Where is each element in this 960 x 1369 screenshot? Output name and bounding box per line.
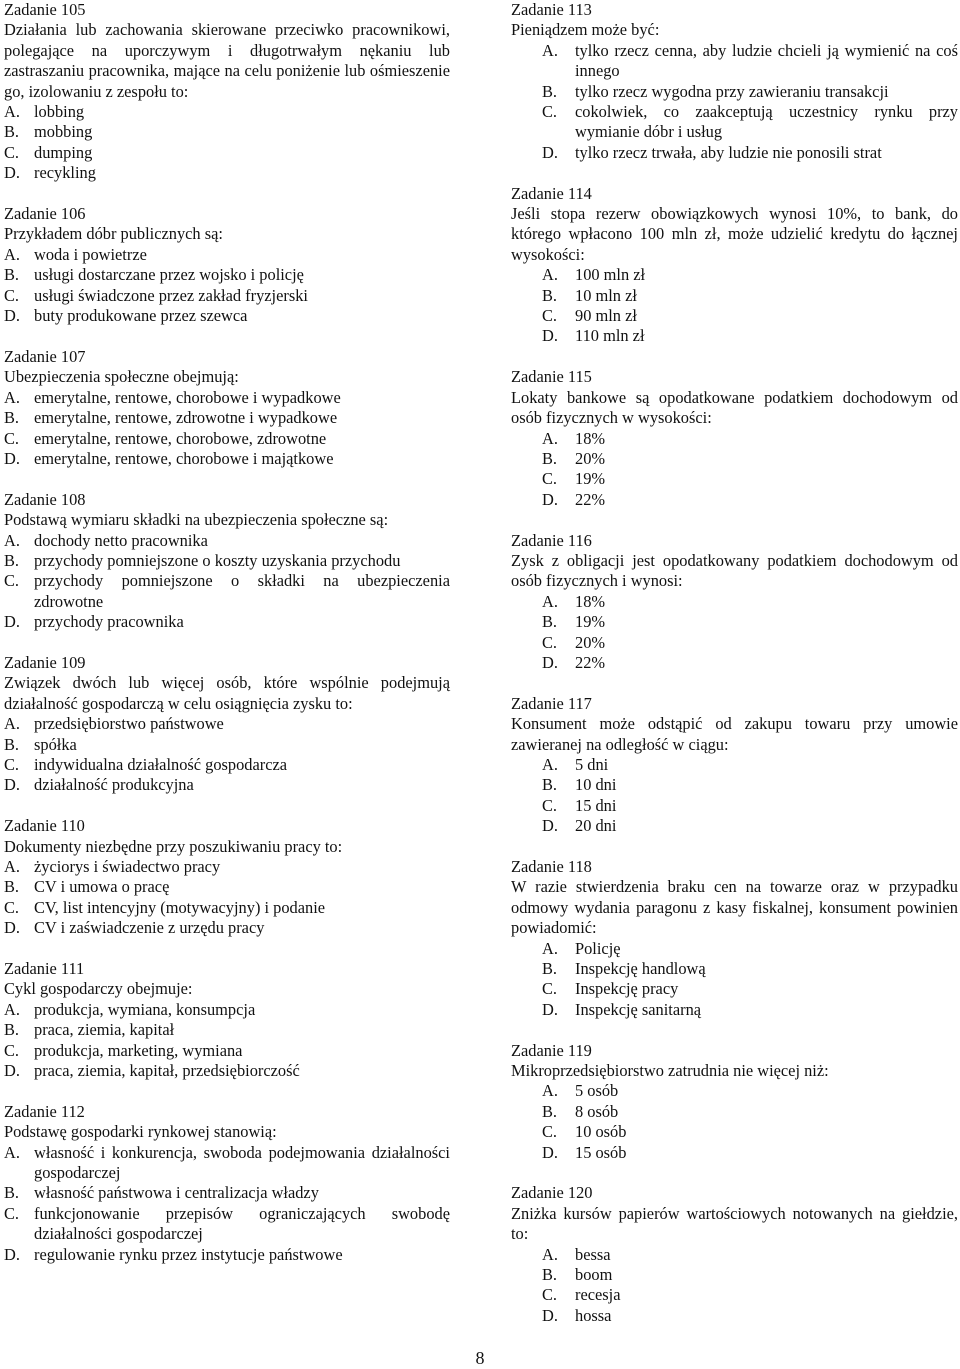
option-text: 20 dni [575, 816, 617, 836]
option-text: emerytalne, rentowe, zdrowotne i wypadkowe [34, 408, 338, 428]
answer-option [511, 449, 958, 469]
option-text: 100 mln zł [575, 265, 646, 285]
answer-option [4, 1000, 450, 1020]
option-letter: A. [542, 938, 558, 958]
option-letter: A. [4, 244, 20, 264]
option-letter: B. [542, 285, 558, 305]
answer-option [511, 959, 958, 979]
option-text: buty produkowane przez szewca [34, 306, 248, 326]
answer-option [511, 612, 958, 632]
option-letter: D. [542, 652, 558, 672]
option-letter: D. [4, 306, 20, 326]
option-text: CV i umowa o pracę [34, 877, 170, 897]
question-block [511, 367, 958, 510]
option-letter: A. [542, 591, 558, 611]
answer-option [511, 1000, 958, 1020]
option-text: przychody pomniejszone o składki na ubezpieczenia zdrowotne [34, 571, 450, 611]
option-letter: C. [542, 1122, 558, 1142]
question-block [4, 490, 450, 633]
answer-option [4, 755, 450, 775]
question-title: Zadanie 109 [4, 652, 86, 672]
option-text: 8 osób [575, 1101, 619, 1121]
option-letter: A. [4, 1142, 20, 1162]
question-text: Pieniądzem może być: [511, 20, 660, 40]
question-block [4, 816, 450, 938]
question-block [4, 959, 450, 1081]
option-letter: B. [4, 550, 20, 570]
option-text: dochody netto pracownika [34, 530, 208, 550]
answer-option [511, 633, 958, 653]
answer-option [4, 735, 450, 755]
question-title: Zadanie 119 [511, 1040, 592, 1060]
option-letter: B. [542, 612, 558, 632]
answer-options [511, 1081, 958, 1163]
answer-option [511, 1122, 958, 1142]
answer-option [4, 388, 450, 408]
option-text: Inspekcję sanitarną [575, 999, 702, 1019]
answer-option [4, 429, 450, 449]
option-letter: B. [542, 775, 558, 795]
question-text: Lokaty bankowe są opodatkowane podatkiem dochodowym od osób fizycznych w wysokości: [511, 387, 958, 428]
question-title: Zadanie 107 [4, 346, 86, 366]
option-text: produkcja, wymiana, konsumpcja [34, 999, 256, 1019]
option-letter: D. [542, 999, 558, 1019]
option-letter: B. [542, 959, 558, 979]
option-letter: D. [542, 1142, 558, 1162]
option-text: boom [575, 1265, 613, 1285]
question-title: Zadanie 111 [4, 959, 85, 978]
option-text: tylko rzecz trwała, aby ludzie nie ponosili strat [575, 142, 882, 162]
option-text: Policję [575, 938, 621, 958]
option-letter: B. [542, 81, 558, 101]
option-text: emerytalne, rentowe, chorobowe, zdrowotne [34, 428, 327, 448]
answer-options [4, 245, 450, 327]
option-text: regulowanie rynku przez instytucje państwowe [34, 1244, 343, 1264]
question-block [511, 857, 958, 1020]
answer-option [4, 612, 450, 632]
answer-option [511, 755, 958, 775]
answer-option [511, 939, 958, 959]
answer-option [4, 265, 450, 285]
answer-option [511, 1102, 958, 1122]
answer-option [511, 265, 958, 285]
option-letter: A. [542, 1081, 558, 1101]
option-text: 19% [575, 469, 606, 489]
option-text: woda i powietrze [34, 244, 147, 264]
question-text: Zysk z obligacji jest opodatkowany podatkiem dochodowym od osób fizycznych i wynosi: [511, 550, 958, 591]
option-text: 18% [575, 591, 606, 611]
option-letter: C. [542, 979, 558, 999]
answer-option [4, 877, 450, 897]
option-letter: A. [4, 102, 20, 122]
answer-option [4, 1041, 450, 1061]
option-letter: C. [4, 754, 20, 774]
option-letter: C. [542, 632, 558, 652]
option-letter: C. [542, 102, 558, 122]
answer-option [4, 245, 450, 265]
option-letter: D. [4, 918, 20, 938]
answer-options [4, 531, 450, 633]
answer-option [4, 1245, 450, 1265]
question-text: Mikroprzedsiębiorstwo zatrudnia nie więcej niż: [511, 1061, 829, 1081]
answer-option [4, 408, 450, 428]
option-text: 5 osób [575, 1081, 619, 1101]
option-text: 22% [575, 489, 606, 509]
option-text: 19% [575, 612, 606, 632]
answer-option [4, 1061, 450, 1081]
answer-option [4, 775, 450, 795]
question-text: Cykl gospodarczy obejmuje: [4, 979, 193, 999]
question-text: Zniżka kursów papierów wartościowych notowanych na giełdzie, to: [511, 1203, 958, 1244]
answer-options [4, 1143, 450, 1265]
option-text: tylko rzecz cenna, aby ludzie chcieli ją wymienić na coś innego [575, 40, 958, 81]
question-block [4, 1102, 450, 1265]
answer-option [4, 1020, 450, 1040]
question-text: Jeśli stopa rezerw obowiązkowych wynosi 10%, to bank, do którego wpłacono 100 mln zł, może udzielić kredytu do łącznej wysokości: [511, 204, 958, 264]
answer-option [511, 1285, 958, 1305]
option-letter: C. [4, 428, 20, 448]
option-text: indywidualna działalność gospodarcza [34, 754, 288, 774]
answer-option [4, 306, 450, 326]
option-letter: D. [542, 1305, 558, 1325]
question-title: Zadanie 118 [511, 856, 592, 876]
question-title: Zadanie 117 [511, 693, 592, 713]
option-letter: B. [4, 1020, 20, 1040]
answer-options [4, 857, 450, 939]
question-title: Zadanie 115 [511, 367, 592, 387]
option-letter: B. [4, 265, 20, 285]
answer-option [4, 143, 450, 163]
question-block [4, 653, 450, 796]
option-letter: C. [4, 285, 20, 305]
option-letter: D. [542, 489, 558, 509]
answer-option [511, 816, 958, 836]
answer-options [511, 755, 958, 837]
answer-option [511, 143, 958, 163]
answer-options [511, 939, 958, 1021]
option-letter: B. [4, 122, 20, 142]
question-title: Zadanie 120 [511, 1183, 593, 1203]
option-text: lobbing [34, 102, 85, 122]
option-text: produkcja, marketing, wymiana [34, 1040, 243, 1060]
option-text: CV i zaświadczenie z urzędu pracy [34, 918, 265, 938]
option-text: działalność produkcyjna [34, 775, 194, 795]
option-text: funkcjonowanie przepisów ograniczających swobodę działalności gospodarczej [34, 1203, 450, 1244]
option-text: 5 dni [575, 754, 609, 774]
answer-option [511, 796, 958, 816]
option-text: 10 osób [575, 1122, 627, 1142]
option-text: mobbing [34, 122, 93, 142]
option-text: 18% [575, 428, 606, 448]
question-text: Dokumenty niezbędne przy poszukiwaniu pracy to: [4, 836, 343, 856]
question-title: Zadanie 105 [4, 0, 86, 19]
option-letter: B. [4, 1183, 20, 1203]
question-block [511, 531, 958, 674]
option-letter: B. [4, 408, 20, 428]
option-letter: D. [4, 163, 20, 183]
answer-option [511, 1245, 958, 1265]
option-text: praca, ziemia, kapitał, przedsiębiorczość [34, 1061, 300, 1081]
answer-option [511, 326, 958, 346]
answer-options [511, 1245, 958, 1327]
question-text: Związek dwóch lub więcej osób, które wspólnie podejmują działalność gospodarczą w celu osiągnięcia zysku to: [4, 673, 450, 713]
option-text: przedsiębiorstwo państwowe [34, 714, 224, 734]
question-block [511, 184, 958, 347]
page-number: 8 [475, 1348, 485, 1368]
right-column [511, 0, 958, 1347]
answer-option [511, 469, 958, 489]
option-text: hossa [575, 1305, 612, 1325]
answer-option [511, 490, 958, 510]
option-text: 20% [575, 448, 606, 468]
option-text: 15 dni [575, 795, 617, 815]
question-block [511, 694, 958, 837]
question-block [511, 1183, 958, 1326]
question-title: Zadanie 116 [511, 530, 592, 550]
option-letter: A. [542, 428, 558, 448]
option-letter: A. [542, 40, 558, 60]
option-text: Inspekcję handlową [575, 959, 706, 979]
question-block [4, 347, 450, 469]
option-letter: C. [4, 571, 20, 591]
answer-option [511, 653, 958, 673]
option-text: tylko rzecz wygodna przy zawieraniu transakcji [575, 81, 889, 101]
answer-option [4, 857, 450, 877]
option-letter: C. [542, 469, 558, 489]
option-letter: C. [542, 795, 558, 815]
option-text: 20% [575, 632, 606, 652]
answer-option [4, 286, 450, 306]
option-letter: D. [4, 612, 20, 632]
answer-option [511, 1265, 958, 1285]
answer-option [4, 714, 450, 734]
question-block [4, 0, 450, 184]
answer-option [4, 571, 450, 612]
option-letter: D. [4, 1061, 20, 1081]
answer-options [4, 102, 450, 184]
option-letter: D. [4, 1244, 20, 1264]
option-text: recesja [575, 1285, 621, 1305]
answer-options [4, 1000, 450, 1082]
answer-option [4, 551, 450, 571]
option-text: 15 osób [575, 1142, 627, 1162]
answer-option [511, 979, 958, 999]
answer-option [4, 531, 450, 551]
question-text: Podstawę gospodarki rynkowej stanowią: [4, 1122, 277, 1142]
option-text: 90 mln zł [575, 306, 637, 326]
option-text: usługi dostarczane przez wojsko i policję [34, 265, 304, 285]
option-text: 110 mln zł [575, 326, 645, 346]
option-letter: A. [4, 856, 20, 876]
question-block [511, 1041, 958, 1163]
answer-option [4, 898, 450, 918]
option-letter: A. [542, 754, 558, 774]
left-column [4, 0, 450, 1285]
option-letter: B. [4, 734, 20, 754]
answer-option [511, 286, 958, 306]
option-letter: C. [542, 306, 558, 326]
option-letter: A. [542, 1244, 558, 1264]
answer-option [511, 1306, 958, 1326]
option-letter: A. [4, 530, 20, 550]
question-text: Ubezpieczenia społeczne obejmują: [4, 367, 239, 387]
option-text: dumping [34, 142, 93, 162]
option-letter: C. [4, 142, 20, 162]
option-letter: D. [542, 816, 558, 836]
option-letter: C. [4, 1203, 20, 1223]
option-letter: D. [4, 775, 20, 795]
option-letter: B. [542, 1265, 558, 1285]
answer-options [4, 714, 450, 796]
option-letter: D. [542, 326, 558, 346]
answer-option [511, 429, 958, 449]
question-title: Zadanie 110 [4, 816, 85, 836]
answer-options [511, 41, 958, 163]
answer-options [511, 592, 958, 674]
answer-options [511, 265, 958, 347]
option-text: recykling [34, 163, 96, 183]
question-title: Zadanie 112 [4, 1101, 85, 1121]
option-text: CV, list intencyjny (motywacyjny) i podanie [34, 897, 326, 917]
answer-option [511, 775, 958, 795]
option-text: praca, ziemia, kapitał [34, 1020, 175, 1040]
question-block [511, 0, 958, 163]
answer-option [511, 306, 958, 326]
option-letter: B. [542, 448, 558, 468]
option-text: 22% [575, 652, 606, 672]
question-block [4, 204, 450, 326]
option-text: spółka [34, 734, 77, 754]
option-letter: C. [4, 897, 20, 917]
option-text: 10 dni [575, 775, 617, 795]
answer-option [4, 1143, 450, 1184]
answer-options [4, 388, 450, 470]
option-text: przychody pomniejszone o koszty uzyskania przychodu [34, 550, 401, 570]
option-letter: A. [542, 265, 558, 285]
question-title: Zadanie 113 [511, 0, 592, 19]
answer-option [4, 449, 450, 469]
answer-option [4, 1183, 450, 1203]
option-text: własność państwowa i centralizacja władzy [34, 1183, 319, 1203]
option-text: życiorys i świadectwo pracy [34, 856, 221, 876]
option-text: własność i konkurencja, swoboda podejmowania działalności gospodarczej [34, 1142, 450, 1183]
option-text: emerytalne, rentowe, chorobowe i majątkowe [34, 448, 334, 468]
option-text: Inspekcję pracy [575, 979, 679, 999]
question-text: Konsument może odstąpić od zakupu towaru przy umowie zawieranej na odległość w ciągu: [511, 714, 958, 754]
option-letter: B. [4, 877, 20, 897]
question-title: Zadanie 106 [4, 204, 86, 224]
option-text: usługi świadczone przez zakład fryzjerski [34, 285, 308, 305]
question-text: Przykładem dóbr publicznych są: [4, 224, 223, 244]
option-text: cokolwiek, co zaakceptują uczestnicy rynku przy wymianie dóbr i usług [575, 102, 958, 142]
option-letter: C. [4, 1040, 20, 1060]
option-letter: A. [4, 714, 20, 734]
option-text: przychody pracownika [34, 612, 184, 632]
question-title: Zadanie 114 [511, 183, 592, 203]
option-letter: C. [542, 1285, 558, 1305]
option-text: emerytalne, rentowe, chorobowe i wypadkowe [34, 387, 341, 407]
option-letter: A. [4, 999, 20, 1019]
question-title: Zadanie 108 [4, 489, 86, 509]
option-text: bessa [575, 1244, 611, 1264]
answer-option [511, 1143, 958, 1163]
answer-option [511, 102, 958, 143]
question-text: Podstawą wymiaru składki na ubezpieczenia społeczne są: [4, 510, 389, 530]
answer-option [4, 102, 450, 122]
answer-option [511, 41, 958, 82]
answer-option [4, 122, 450, 142]
option-letter: D. [542, 142, 558, 162]
answer-option [511, 1081, 958, 1101]
answer-option [511, 82, 958, 102]
question-text: W razie stwierdzenia braku cen na towarze oraz w przypadku odmowy wydania paragonu z kasy fiskalnej, konsument powinien powiadomić: [511, 877, 958, 938]
answer-option [4, 1204, 450, 1245]
answer-option [511, 592, 958, 612]
option-letter: B. [542, 1101, 558, 1121]
question-text: Działania lub zachowania skierowane przeciwko pracownikowi, polegające na uporczywym i długotrwałym nękaniu lub zastraszaniu pracownika, mające na celu poniżenie lub ośmieszenie go, izolowaniu z zespołu to: [4, 20, 450, 101]
answer-option [4, 163, 450, 183]
option-letter: A. [4, 387, 20, 407]
answer-option [4, 918, 450, 938]
option-letter: D. [4, 448, 20, 468]
option-text: 10 mln zł [575, 285, 637, 305]
answer-options [511, 429, 958, 511]
